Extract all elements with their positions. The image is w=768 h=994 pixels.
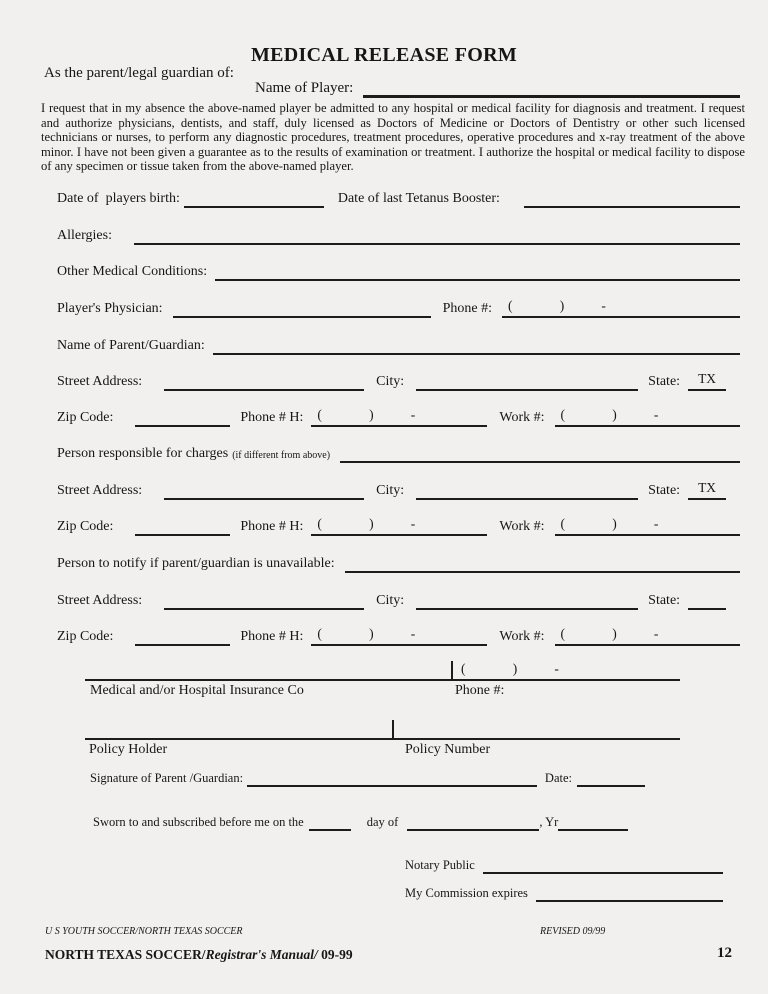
work-label-1: Work #: xyxy=(499,410,545,425)
street-label-3: Street Address: xyxy=(57,593,143,608)
footer-manual-tail: 09-99 xyxy=(317,947,353,962)
sworn-text: Sworn to and subscribed before me on the xyxy=(93,815,304,829)
policy-labels xyxy=(85,740,680,758)
footer-org-text: U S YOUTH SOCCER/NORTH TEXAS SOCCER xyxy=(45,926,243,937)
phone-home-label-3: Phone # H: xyxy=(240,629,304,644)
work-blank-2 xyxy=(555,518,740,536)
player-name-label: Name of Player: xyxy=(255,80,354,96)
street-label-2: Street Address: xyxy=(57,483,143,498)
dob-blank xyxy=(184,190,324,208)
notary-row xyxy=(405,856,723,874)
state-label-2: State: xyxy=(648,483,681,498)
zip-blank-3 xyxy=(135,628,230,646)
commission-row xyxy=(405,884,723,902)
sworn-dayof-text: day of xyxy=(366,815,399,829)
page-number: 12 xyxy=(717,945,732,961)
signature-blank xyxy=(247,769,537,787)
allergies-row xyxy=(57,227,740,245)
notary-blank xyxy=(483,856,723,874)
state-label-3: State: xyxy=(648,593,681,608)
footer-italic-line xyxy=(0,926,768,940)
phone-home-blank-text-1: ( ) - xyxy=(317,407,416,422)
zip-label-1: Zip Code: xyxy=(57,410,114,425)
work-label-2: Work #: xyxy=(499,519,545,534)
sworn-row xyxy=(93,813,633,831)
charges-note: (if different from above) xyxy=(232,450,331,461)
policy-blank-line xyxy=(85,721,680,740)
street-blank-3 xyxy=(164,592,364,610)
city-label-3: City: xyxy=(376,593,405,608)
dob-row xyxy=(57,190,740,208)
physician-row xyxy=(57,300,740,318)
sworn-day-blank xyxy=(309,813,351,831)
guardian-intro-text: As the parent/legal guardian of: xyxy=(44,65,234,81)
phone-home-label-2: Phone # H: xyxy=(240,519,304,534)
zip-blank-2 xyxy=(135,518,230,536)
insurance-co-label: Medical and/or Hospital Insurance Co xyxy=(90,683,304,698)
phone-home-label-1: Phone # H: xyxy=(240,410,304,425)
commission-blank xyxy=(536,884,723,902)
physician-phone-blank-text: ( ) - xyxy=(507,298,606,313)
state-value-2: TX xyxy=(698,480,717,495)
physician-phone-label: Phone #: xyxy=(442,301,492,316)
other-medical-row xyxy=(57,263,740,281)
parent-guardian-row xyxy=(57,337,740,355)
zip-blank-1 xyxy=(135,409,230,427)
policy-group xyxy=(85,721,680,758)
work-blank-1 xyxy=(555,409,740,427)
sworn-year-blank xyxy=(558,813,628,831)
physician-blank xyxy=(173,300,431,318)
state-value-1: TX xyxy=(698,371,717,386)
policy-holder-label: Policy Holder xyxy=(89,742,168,757)
form-title: MEDICAL RELEASE FORM xyxy=(250,44,518,66)
footer-manual-italic: Registrar's Manual/ xyxy=(205,947,318,962)
street-blank-1 xyxy=(164,373,364,391)
phone-home-blank-1 xyxy=(311,409,487,427)
insurance-phone-blank-text: ( ) - xyxy=(461,661,559,676)
insurance-group xyxy=(85,662,680,699)
allergies-blank xyxy=(134,227,740,245)
parent-guardian-blank xyxy=(213,337,740,355)
other-medical-label: Other Medical Conditions: xyxy=(57,264,208,279)
work-blank-text-2: ( ) - xyxy=(560,516,659,531)
notary-label: Notary Public xyxy=(405,858,475,872)
zip-label-3: Zip Code: xyxy=(57,629,114,644)
work-blank-text-1: ( ) - xyxy=(560,407,659,422)
phone-home-blank-text-3: ( ) - xyxy=(317,626,416,641)
work-blank-3 xyxy=(555,628,740,646)
zip-row-2 xyxy=(57,518,740,536)
phone-home-blank-text-2: ( ) - xyxy=(317,516,416,531)
player-name-row xyxy=(255,78,740,98)
footer-manual-text xyxy=(45,947,353,963)
insurance-divider-tick xyxy=(451,661,453,679)
state-blank-2 xyxy=(688,482,726,500)
tetanus-blank xyxy=(524,190,740,208)
street-blank-2 xyxy=(164,482,364,500)
zip-row-1 xyxy=(57,409,740,427)
city-label-2: City: xyxy=(376,483,405,498)
work-label-3: Work #: xyxy=(499,629,545,644)
consent-paragraph: I request that in my absence the above-named player be admitted to any hospital or medical facility for diagnosis and treatment. I request and authorize physicians, dentists, and staff, duly licensed as Doctors of Medicine or Doctors of Dentistry or other such licensed technicians or nurses, to perform any diagnostic procedures, treatment procedures, operative procedures and x-ray treatment of the above minor. I have not been given a guarantee as to the results of examination or treatment. I authorize the hospital or medical facility to dispose of any specimen or tissue taken from the above-named player. xyxy=(41,101,745,173)
notify-blank xyxy=(345,555,740,573)
city-label-1: City: xyxy=(376,374,405,389)
policy-divider-tick xyxy=(392,720,394,738)
street-row-3 xyxy=(57,592,740,610)
street-label-1: Street Address: xyxy=(57,374,143,389)
notify-label: Person to notify if parent/guardian is unavailable: xyxy=(57,556,335,571)
state-label-1: State: xyxy=(648,374,681,389)
sworn-yr-text: , Yr xyxy=(539,815,559,829)
charges-label: Person responsible for charges xyxy=(57,446,229,461)
insurance-labels xyxy=(85,681,680,699)
work-blank-text-3: ( ) - xyxy=(560,626,659,641)
tetanus-label: Date of last Tetanus Booster: xyxy=(337,191,500,206)
phone-home-blank-3 xyxy=(311,628,487,646)
player-name-blank xyxy=(363,78,740,98)
physician-label: Player's Physician: xyxy=(57,301,163,316)
policy-number-label: Policy Number xyxy=(405,742,491,757)
state-blank-3 xyxy=(688,592,726,610)
city-blank-1 xyxy=(416,373,638,391)
phone-home-blank-2 xyxy=(311,518,487,536)
signature-label: Signature of Parent /Guardian: xyxy=(90,771,244,785)
footer-manual-bold: NORTH TEXAS SOCCER/ xyxy=(45,947,206,962)
footer-revised-text: REVISED 09/99 xyxy=(540,926,606,937)
other-medical-blank xyxy=(215,263,740,281)
street-row-2 xyxy=(57,482,740,500)
zip-row-3 xyxy=(57,628,740,646)
city-blank-2 xyxy=(416,482,638,500)
date-label: Date: xyxy=(544,771,572,785)
sworn-month-blank xyxy=(407,813,539,831)
city-blank-3 xyxy=(416,592,638,610)
date-blank xyxy=(577,769,645,787)
signature-row xyxy=(90,769,645,787)
commission-label: My Commission expires xyxy=(405,886,528,900)
parent-guardian-label: Name of Parent/Guardian: xyxy=(57,338,205,353)
insurance-blank-line xyxy=(85,662,680,681)
insurance-phone-label: Phone #: xyxy=(455,683,505,698)
dob-label: Date of players birth: xyxy=(57,191,180,206)
charges-blank xyxy=(340,445,740,463)
state-blank-1 xyxy=(688,373,726,391)
charges-row xyxy=(57,445,740,463)
allergies-label: Allergies: xyxy=(57,228,112,243)
notify-row xyxy=(57,555,740,573)
zip-label-2: Zip Code: xyxy=(57,519,114,534)
physician-phone-blank xyxy=(502,300,740,318)
street-row-1 xyxy=(57,373,740,391)
